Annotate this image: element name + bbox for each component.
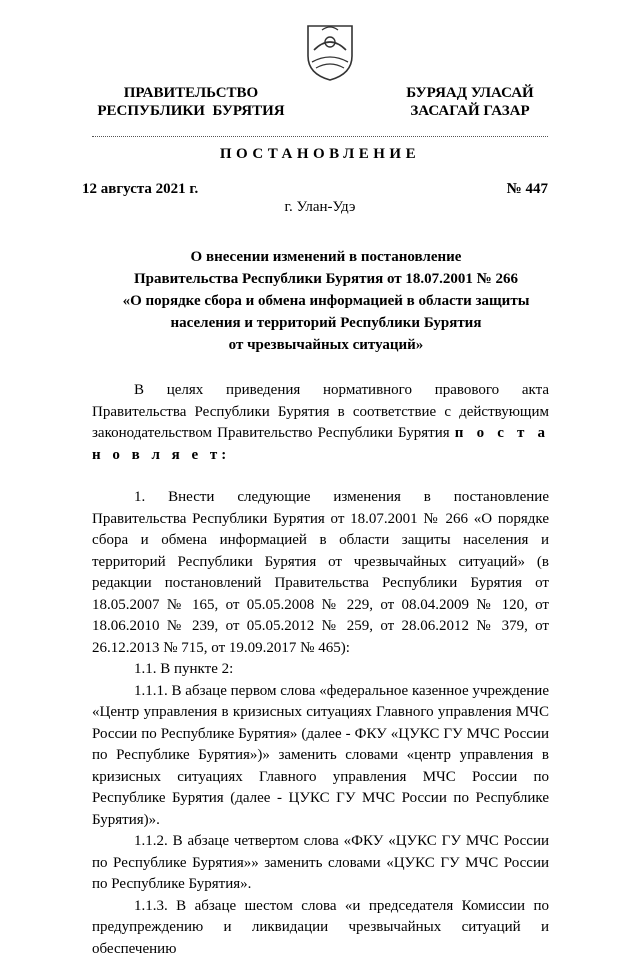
header-divider: [92, 136, 548, 137]
paragraph-1: 1. Внести следующие изменения в постановление Правительства Республики Бурятия от 18.07.2001 № 266 «О порядке сбора и обмена информацией в области защиты населения и территорий Республики Бурятия от чрезвычайных ситуаций» (в редакции постановлений Правительства Республики Бурятия от 18.05.2007 № 165, от 05.05.2008 № 229, от 08.04.2009 № 120, от 18.06.2010 № 239, от 05.05.2012 № 259, от 28.06.2012 № 379, от 26.12.2013 № 715, от 19.09.2017 № 465):: [92, 487, 549, 659]
government-name-buryat: [390, 84, 550, 120]
preamble-text: В целях приведения нормативного правового акта Правительства Республики Бурятия в соответствие с действующим законодательством Правительство Республики Бурятия: [92, 382, 549, 441]
paragraph-1-1-1: 1.1.1. В абзаце первом слова «федеральное казенное учреждение «Центр управления в кризисных ситуациях Главного управления МЧС России по Республике Бурятия» (далее - ФКУ «ЦУКС ГУ МЧС России по Республике Бурятия»)» заменить словами «центр управления в кризисных ситуациях Главного управления МЧС России по Республике Бурятия (далее - ЦУКС ГУ МЧС России по Республике Бурятия)».: [92, 681, 549, 832]
government-name-russian: [86, 84, 296, 120]
document-type: ПОСТАНОВЛЕНИЕ: [0, 146, 640, 163]
preamble-paragraph: [92, 380, 549, 466]
header-left-line1: ПРАВИТЕЛЬСТВО: [86, 84, 296, 102]
paragraph-1-1: 1.1. В пункте 2:: [92, 659, 549, 681]
document-title: [96, 246, 556, 356]
coat-of-arms-icon: [298, 20, 362, 84]
header-right-line1: БУРЯАД УЛАСАЙ: [390, 84, 550, 102]
document-city: г. Улан-Удэ: [0, 199, 640, 216]
document-body: [92, 380, 549, 960]
title-line: от чрезвычайных ситуаций»: [96, 334, 556, 356]
header-right-line2: ЗАСАГАЙ ГАЗАР: [390, 102, 550, 120]
paragraph-1-1-3: 1.1.3. В абзаце шестом слова «и председателя Комиссии по предупреждению и ликвидации чрезвычайных ситуаций и обеспечению: [92, 896, 549, 960]
document-date: 12 августа 2021 г.: [82, 181, 198, 198]
title-line: «О порядке сбора и обмена информацией в области защиты: [96, 290, 556, 312]
document-number: № 447: [507, 181, 548, 198]
title-line: населения и территорий Республики Бурятия: [96, 312, 556, 334]
paragraph-1-1-2: 1.1.2. В абзаце четвертом слова «ФКУ «ЦУКС ГУ МЧС России по Республике Бурятия»» заменить словами «ЦУКС ГУ МЧС России по Республике Бурятия».: [92, 831, 549, 896]
header-left-line2: РЕСПУБЛИКИ БУРЯТИЯ: [86, 102, 296, 120]
title-line: О внесении изменений в постановление: [96, 246, 556, 268]
title-line: Правительства Республики Бурятия от 18.07.2001 № 266: [96, 268, 556, 290]
decree-word: п о с т а н о в л я е т:: [92, 425, 549, 463]
